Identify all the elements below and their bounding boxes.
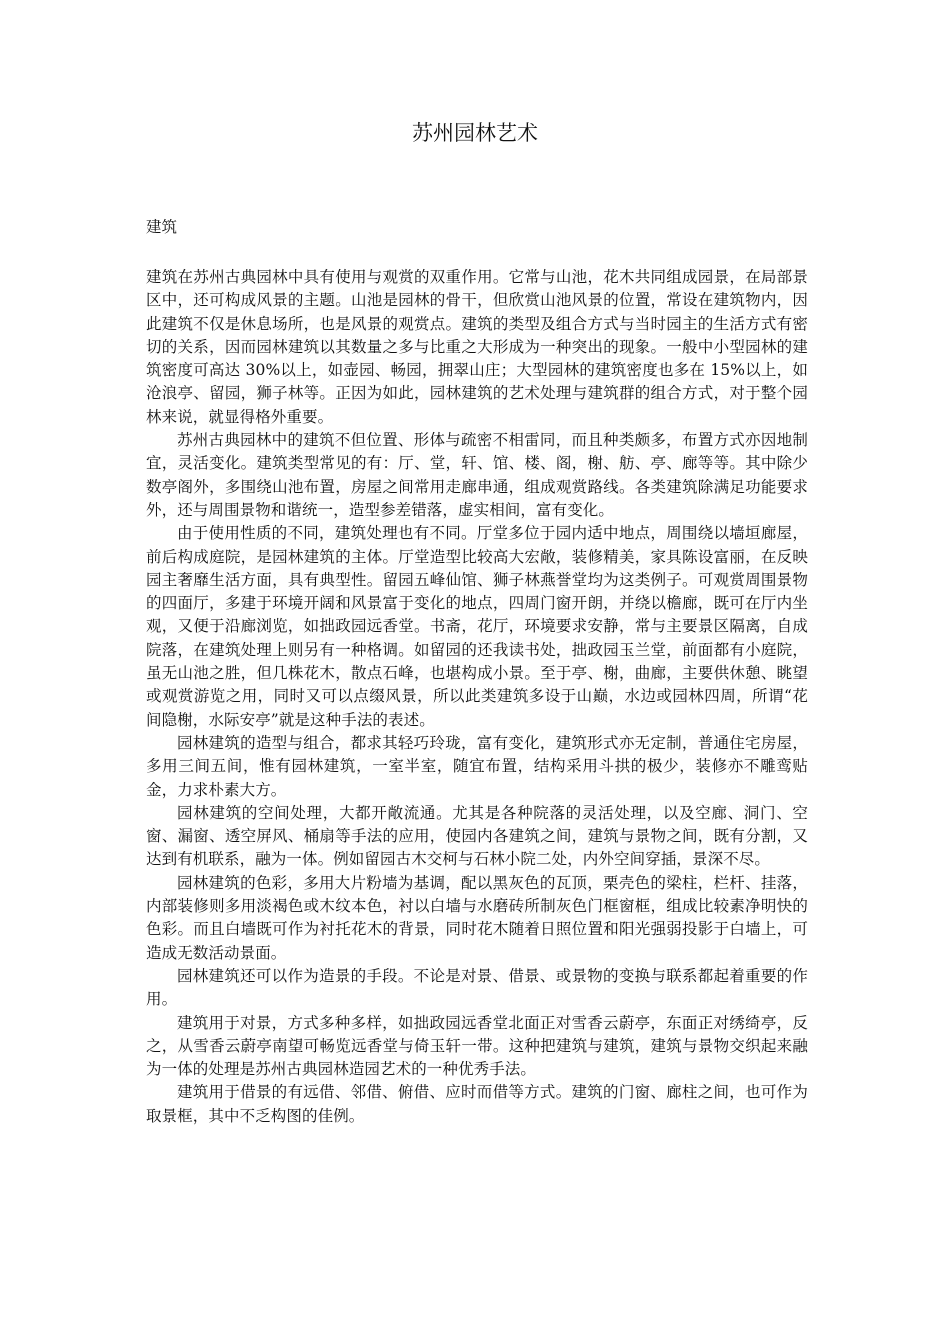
paragraph: 园林建筑的造型与组合，都求其轻巧玲珑，富有变化，建筑形式亦无定制，普通住宅房屋，多用三间五间，惟有园林建筑，一室半室，随宜布置，结构采用斗拱的极少，装修亦不雕鸾贴金，力求朴素大方。 <box>146 733 808 799</box>
paragraph: 园林建筑的色彩，多用大片粉墙为基调，配以黑灰色的瓦顶，栗壳色的梁柱，栏杆、挂落，内部装修则多用淡褐色或木纹本色，衬以白墙与水磨砖所制灰色门框窗框，组成比较素净明快的色彩。而且白墙既可作为衬托花木的背景，同时花木随着日照位置和阳光强弱投影于白墙上，可造成无数活动景面。 <box>146 873 808 962</box>
paragraph: 苏州古典园林中的建筑不但位置、形体与疏密不相雷同，而且种类颇多，布置方式亦因地制宜，灵活变化。建筑类型常见的有：厅、堂，轩、馆、楼、阁，榭、舫、亭、廊等等。其中除少数亭阁外，多围绕山池布置，房屋之间常用走廊串通，组成观赏路线。各类建筑除满足功能要求外，还与周围景物和谐统一，造型参差错落，虚实相间，富有变化。 <box>146 431 808 519</box>
paragraph: 园林建筑还可以作为造景的手段。不论是对景、借景、或景物的变换与联系都起着重要的作用。 <box>146 966 808 1009</box>
paragraph: 园林建筑的空间处理，大都开敞流通。尤其是各种院落的灵活处理，以及空廊、洞门、空窗、漏窗、透空屏风、桶扇等手法的应用，使园内各建筑之间，建筑与景物之间，既有分割，又达到有机联系，融为一体。例如留园古木交柯与石林小院二处，内外空间穿插，景深不尽。 <box>146 803 808 869</box>
section-heading: 建筑 <box>146 218 178 236</box>
paragraph: 建筑用于借景的有远借、邻借、俯借、应时而借等方式。建筑的门窗、廊柱之间，也可作为取景框，其中不乏构图的佳例。 <box>146 1083 808 1125</box>
paragraph: 建筑用于对景，方式多种多样，如拙政园远香堂北面正对雪香云蔚亭，东面正对绣绮亭，反之，从雪香云蔚亭南望可畅览远香堂与倚玉轩一带。这种把建筑与建筑，建筑与景物交织起来融为一体的处理是苏州古典园林造园艺术的一种优秀手法。 <box>146 1013 808 1079</box>
paragraph: 建筑在苏州古典园林中具有使用与观赏的双重作用。它常与山池，花木共同组成园景，在局部景区中，还可构成风景的主题。山池是园林的骨干，但欣赏山池风景的位置，常设在建筑物内，因此建筑不仅是休息场所，也是风景的观赏点。建筑的类型及组合方式与当时园主的生活方式有密切的关系，因而园林建筑以其数量之多与比重之大形成为一种突出的现象。一般中小型园林的建筑密度可高达 30%以上，如壶园、畅园，拥翠山庄；大型园林的建筑密度也多在 15%以上，如沧浪亭、留园，狮子林等。正因为如此，园林建筑的艺术处理与建筑群的组合方式，对于整个园林来说，就显得格外重要。 <box>146 268 808 426</box>
paragraph: 由于使用性质的不同，建筑处理也有不同。厅堂多位于园内适中地点，周围绕以墙垣廊屋，前后构成庭院，是园林建筑的主体。厅堂造型比较高大宏敞，装修精美，家具陈设富丽，在反映园主奢靡生活方面，具有典型性。留园五峰仙馆、狮子林燕誉堂均为这类例子。可观赏周围景物的四面厅，多建于环境开阔和风景富于变化的地点，四周门窗开朗，并绕以檐廊，既可在厅内坐观，又便于沿廊浏览，如拙政园远香堂。书斋，花厅，环境要求安静，常与主要景区隔离，自成院落，在建筑处理上则另有一种格调。如留园的还我读书处，拙政园玉兰堂，前面都有小庭院，虽无山池之胜，但几株花木，散点石峰，也堪构成小景。至于亭、榭，曲廊，主要供休憩、眺望或观赏游览之用，同时又可以点缀风景，所以此类建筑多设于山巅，水边或园林四周，所谓“花间隐榭，水际安亭”就是这种手法的表述。 <box>146 524 808 729</box>
document-body <box>146 266 808 1128</box>
document-title: 苏州园林艺术 <box>412 121 538 145</box>
